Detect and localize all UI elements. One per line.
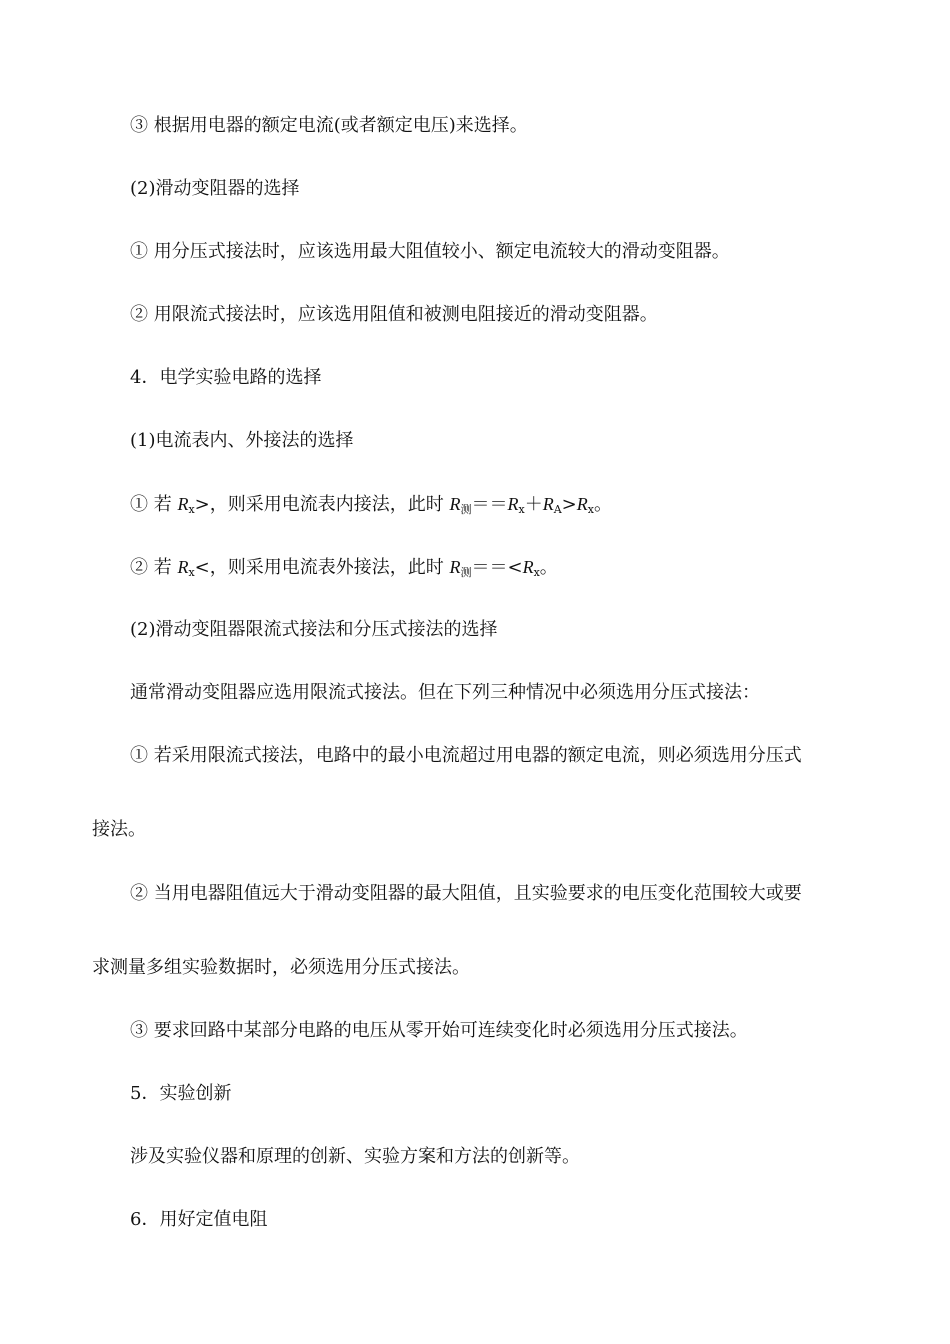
paragraph-rated-current-choice: ③ 根据用电器的额定电流(或者额定电压)来选择。 <box>130 115 528 136</box>
paragraph-usual-choice: 通常滑动变阻器应选用限流式接法。但在下列三种情况中必须选用分压式接法： <box>130 682 760 703</box>
paragraph-case-3: ③ 要求回路中某部分电路的电压从零开始可连续变化时必须选用分压式接法。 <box>130 1020 748 1041</box>
paragraph-case-2-line-2: 求测量多组实验数据时，必须选用分压式接法。 <box>92 957 470 978</box>
section-heading-4: 4．电学实验电路的选择 <box>130 367 322 388</box>
formula-line-external: ② 若 $R_x<$，则采用电流表外接法，此时 $R_测==<R_x$。 <box>130 557 558 579</box>
paragraph-divider-connection: ① 用分压式接法时，应该选用最大阻值较小、额定电流较大的滑动变阻器。 <box>130 241 730 262</box>
paragraph-case-2-line-1: ② 当用电器阻值远大于滑动变阻器的最大阻值，且实验要求的电压变化范围较大或要 <box>130 883 802 904</box>
heading-rheostat-connection: (2)滑动变阻器限流式接法和分压式接法的选择 <box>130 619 498 640</box>
formula-line-internal: ① 若 $R_x>$，则采用电流表内接法，此时 $R_测==R_x+R_A>R_x$。 <box>130 494 612 516</box>
section-heading-5: 5．实验创新 <box>130 1083 232 1104</box>
paragraph-innovation: 涉及实验仪器和原理的创新、实验方案和方法的创新等。 <box>130 1146 580 1167</box>
heading-rheostat-choice: (2)滑动变阻器的选择 <box>130 178 300 199</box>
paragraph-case-1-line-1: ① 若采用限流式接法，电路中的最小电流超过用电器的额定电流，则必须选用分压式 <box>130 745 802 766</box>
heading-ammeter-connection: (1)电流表内、外接法的选择 <box>130 430 354 451</box>
paragraph-limiter-connection: ② 用限流式接法时，应该选用阻值和被测电阻接近的滑动变阻器。 <box>130 304 658 325</box>
paragraph-case-1-line-2: 接法。 <box>92 819 146 840</box>
section-heading-6: 6．用好定值电阻 <box>130 1209 268 1230</box>
